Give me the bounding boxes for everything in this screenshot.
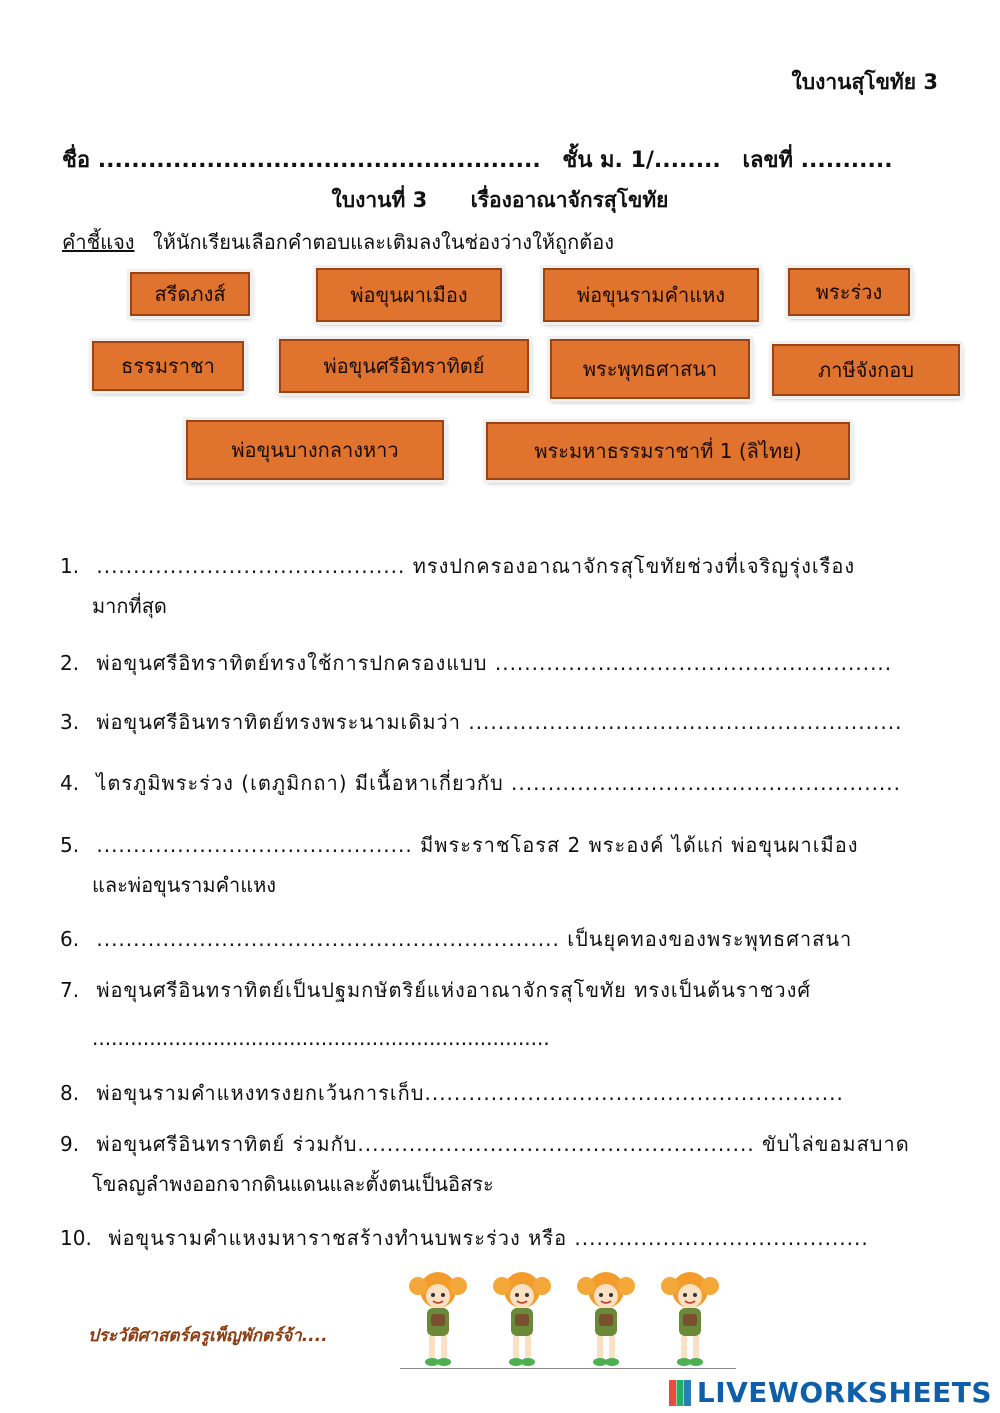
brand-logo	[669, 1376, 992, 1409]
question-continuation: และพ่อขุนรามคำแหง	[92, 873, 277, 897]
brand-text: LIVEWORKSHEETS	[696, 1376, 992, 1409]
word-chip[interactable]: ธรรมราชา	[92, 341, 244, 391]
instruction	[62, 226, 614, 258]
question-text[interactable]: ........................................... มีพระราชโอรส 2 พระองค์ ได้แก่ พ่อขุนผาเมือง	[96, 833, 859, 857]
question-answer-blank[interactable]: ........................................................................	[92, 1026, 550, 1050]
number-field[interactable]: เลขที่ ...........	[742, 148, 893, 173]
ground-line	[400, 1368, 736, 1369]
question-number: 1.	[60, 554, 80, 578]
question-text[interactable]: พ่อขุนศรีอินทราทิตย์ทรงพระนามเดิมว่า ...........................................................	[96, 710, 903, 734]
word-chip[interactable]: สรีดภงส์	[130, 272, 250, 316]
question-number: 4.	[60, 771, 80, 795]
question-2	[60, 647, 892, 679]
liveworksheets-icon	[669, 1380, 691, 1406]
class-field[interactable]: ชั้น ม. 1/........	[562, 148, 721, 173]
word-chip[interactable]: พ่อขุนรามคำแหง	[543, 268, 759, 322]
sheet-id: ใบงานสุโขทัย 3	[791, 70, 938, 94]
question-number: 5.	[60, 833, 80, 857]
name-field[interactable]: ชื่อ .....................................................	[62, 148, 541, 173]
question-5	[60, 829, 859, 897]
title-part2: เรื่องอาณาจักรสุโขทัย	[470, 188, 669, 212]
question-8	[60, 1077, 844, 1109]
question-text[interactable]: ............................................................... เป็นยุคทองของพระพุทธศาสนา	[96, 927, 853, 951]
girl-figure	[409, 1272, 467, 1366]
question-6	[60, 923, 852, 955]
question-number: 3.	[60, 710, 80, 734]
question-7	[60, 974, 812, 1050]
instruction-text: ให้นักเรียนเลือกคำตอบและเติมลงในช่องว่างให้ถูกต้อง	[152, 230, 615, 254]
question-10	[60, 1222, 869, 1254]
question-text[interactable]: พ่อขุนรามคำแหงทรงยกเว้นการเก็บ.........................................................	[96, 1081, 844, 1105]
question-number: 9.	[60, 1132, 80, 1156]
question-text[interactable]: พ่อขุนรามคำแหงมหาราชสร้างทำนบพระร่วง หรือ ........................................	[108, 1226, 869, 1250]
question-number: 6.	[60, 927, 80, 951]
teacher-credit: ประวัติศาสตร์ครูเพ็ญพักตร์จ้า....	[88, 1326, 328, 1346]
question-1	[60, 550, 856, 618]
question-3	[60, 706, 902, 738]
word-chip[interactable]: พ่อขุนบางกลางหาว	[186, 420, 444, 480]
question-number: 10.	[60, 1226, 92, 1250]
word-chip[interactable]: พ่อขุนผาเมือง	[316, 268, 502, 322]
student-info-line	[62, 142, 907, 177]
question-number: 7.	[60, 978, 80, 1002]
girls-illustration	[398, 1268, 742, 1374]
word-chip[interactable]: พระพุทธศาสนา	[550, 339, 750, 399]
question-continuation: โขลญลำพงออกจากดินแดนและตั้งตนเป็นอิสระ	[92, 1172, 494, 1196]
instruction-label: คำชี้แจง	[62, 230, 135, 254]
question-text[interactable]: พ่อขุนศรีอิทราทิตย์ทรงใช้การปกครองแบบ ......................................................	[96, 651, 893, 675]
word-chip[interactable]: พระมหาธรรมราชาที่ 1 (ลิไทย)	[486, 422, 850, 480]
word-chip[interactable]: ภาษีจังกอบ	[772, 344, 960, 396]
question-text: พ่อขุนศรีอินทราทิตย์เป็นปฐมกษัตริย์แห่งอาณาจักรสุโขทัย ทรงเป็นต้นราชวงศ์	[96, 978, 812, 1002]
word-chip[interactable]: พ่อขุนศรีอิทราทิตย์	[279, 339, 529, 393]
question-number: 8.	[60, 1081, 80, 1105]
title-part1: ใบงานที่ 3	[331, 188, 428, 212]
word-chip[interactable]: พระร่วง	[788, 268, 910, 316]
question-text[interactable]: พ่อขุนศรีอินทราทิตย์ ร่วมกับ...................................................... ขับไล่ขอมสบาด	[96, 1132, 910, 1156]
question-continuation: มากที่สุด	[92, 594, 167, 618]
worksheet-title	[0, 184, 1000, 217]
question-number: 2.	[60, 651, 80, 675]
question-text[interactable]: .......................................... ทรงปกครองอาณาจักรสุโขทัยช่วงที่เจริญรุ่งเรือง	[96, 554, 856, 578]
question-4	[60, 767, 901, 799]
question-9	[60, 1128, 910, 1196]
question-text[interactable]: ไตรภูมิพระร่วง (เตภูมิกถา) มีเนื้อหาเกี่ยวกับ .....................................................	[96, 771, 901, 795]
